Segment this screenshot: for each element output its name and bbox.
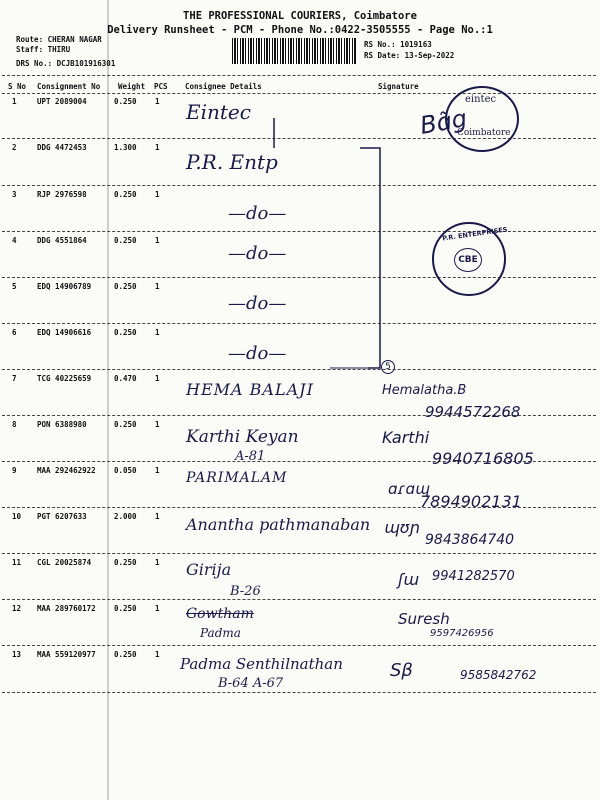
- row-consignment-no: RJP 2976598: [37, 190, 87, 199]
- col-signature: Signature: [378, 82, 419, 91]
- consignee-handwriting: HEMA BALAJI: [186, 380, 314, 399]
- rs-number: RS No.: 1019163: [364, 40, 432, 49]
- consignee-handwriting: Girija: [186, 560, 232, 579]
- staff-label: Staff: THIRU: [16, 45, 71, 54]
- signature-phone: 9941282570: [432, 569, 515, 584]
- row-consignment-no: MAA 292462922: [37, 466, 96, 475]
- signature-phone: 9585842762: [460, 668, 537, 682]
- signature-scribble: ɰʊɲ: [384, 518, 420, 537]
- row-consignment-no: CGL 20025874: [37, 558, 92, 567]
- col-consignee: Consignee Details: [185, 82, 262, 91]
- signature: Karthi: [382, 428, 430, 447]
- header-rule-top: [2, 75, 596, 76]
- row-sno: 1: [12, 97, 17, 106]
- signature: Suresh: [398, 610, 450, 628]
- row-sno: 12: [12, 604, 22, 613]
- consignee-handwriting: Karthi Keyan: [186, 427, 299, 447]
- row-pcs: 1: [155, 190, 160, 199]
- stamp-text: eintec: [465, 94, 497, 105]
- runsheet-title: Delivery Runsheet - PCM - Phone No.:0422-3505555 - Page No.:1: [107, 24, 493, 36]
- stamp-center: CBE: [454, 248, 482, 272]
- col-weight: Weight: [118, 82, 146, 91]
- route-label: Route: CHERAN NAGAR: [16, 35, 102, 44]
- row-weight: 0.250: [114, 282, 137, 291]
- row-weight: 2.000: [114, 512, 137, 521]
- row-pcs: 1: [155, 97, 160, 106]
- signature-phone: 9944572268: [425, 403, 521, 421]
- row-sno: 4: [12, 236, 17, 245]
- col-consignment: Consignment No: [37, 82, 101, 91]
- row-consignment-no: MAA 559120977: [37, 650, 96, 659]
- row-weight: 0.250: [114, 236, 137, 245]
- signature-phone: 9597426956: [430, 628, 494, 639]
- row-sno: 2: [12, 143, 17, 152]
- row-sno: 9: [12, 466, 17, 475]
- row-sno: 11: [12, 558, 22, 567]
- row-pcs: 1: [155, 420, 160, 429]
- signature-scribble: Bɑ̃g: [417, 104, 470, 140]
- row-sno: 6: [12, 328, 17, 337]
- paper-fold-line: [107, 0, 109, 800]
- rs-date: RS Date: 13-Sep-2022: [364, 51, 455, 60]
- signature-scribble: ɑɾɑɰ: [388, 480, 430, 498]
- signature-scribble: ʃɯ: [398, 570, 419, 589]
- row-weight: 0.250: [114, 650, 137, 659]
- consignee-handwriting: —do—: [228, 243, 287, 264]
- stamp-text: Coimbatore: [457, 128, 511, 138]
- row-weight: 0.470: [114, 374, 137, 383]
- row-consignment-no: DDG 4551864: [37, 236, 87, 245]
- row-consignment-no: EDQ 14906616: [37, 328, 92, 337]
- row-weight: 0.250: [114, 420, 137, 429]
- consignee-handwriting: —do—: [228, 203, 287, 224]
- row-divider: [2, 692, 596, 693]
- row-weight: 0.250: [114, 328, 137, 337]
- row-sno: 8: [12, 420, 17, 429]
- row-pcs: 1: [155, 650, 160, 659]
- row-pcs: 1: [155, 604, 160, 613]
- group-bracket: [270, 118, 400, 378]
- company-title: THE PROFESSIONAL COURIERS, Coimbatore: [183, 10, 417, 22]
- row-weight: 0.050: [114, 466, 137, 475]
- row-pcs: 1: [155, 236, 160, 245]
- row-pcs: 1: [155, 466, 160, 475]
- row-consignment-no: EDQ 14906789: [37, 282, 92, 291]
- row-weight: 0.250: [114, 190, 137, 199]
- consignee-handwriting: —do—: [228, 293, 287, 314]
- row-consignment-no: UPT 2089004: [37, 97, 87, 106]
- barcode: [232, 38, 356, 64]
- consignee-handwriting-2: A-81: [235, 449, 266, 464]
- row-divider: [2, 553, 596, 554]
- consignee-handwriting-2: B-26: [230, 584, 261, 599]
- row-weight: 1.300: [114, 143, 137, 152]
- row-weight: 0.250: [114, 558, 137, 567]
- signature-phone: 9843864740: [425, 532, 515, 548]
- consignee-handwriting: Anantha pathmanaban: [186, 515, 371, 534]
- row-sno: 7: [12, 374, 17, 383]
- row-pcs: 1: [155, 282, 160, 291]
- consignee-handwriting-2: Padma: [200, 626, 241, 640]
- row-sno: 5: [12, 282, 17, 291]
- signature: Hemalatha.B: [382, 383, 467, 398]
- drs-number: DRS No.: DCJB101916301: [16, 59, 116, 68]
- row-consignment-no: MAA 289760172: [37, 604, 96, 613]
- consignee-handwriting: P.R. Entp: [186, 150, 278, 174]
- circled-count: 5: [381, 360, 395, 374]
- signature-phone: 7894902131: [420, 492, 522, 511]
- consignee-handwriting: Eintec: [186, 100, 251, 124]
- row-divider: [2, 645, 596, 646]
- consignee-handwriting: PARIMALAM: [186, 470, 288, 486]
- signature-phone: 9940716805: [432, 449, 534, 468]
- row-sno: 13: [12, 650, 22, 659]
- row-sno: 3: [12, 190, 17, 199]
- row-consignment-no: TCG 40225659: [37, 374, 92, 383]
- stamp-text: P.R. ENTERPRISES: [441, 225, 508, 243]
- col-pcs: PCS: [154, 82, 168, 91]
- pr-enterprises-stamp: [432, 222, 506, 296]
- col-sno: S No: [8, 82, 27, 91]
- consignee-handwriting: Padma Senthilnathan: [180, 655, 343, 673]
- consignee-handwriting: —do—: [228, 343, 287, 364]
- row-pcs: 1: [155, 558, 160, 567]
- row-pcs: 1: [155, 328, 160, 337]
- row-pcs: 1: [155, 374, 160, 383]
- row-consignment-no: PGT 6207633: [37, 512, 87, 521]
- row-sno: 10: [12, 512, 22, 521]
- row-consignment-no: PON 6388980: [37, 420, 87, 429]
- row-weight: 0.250: [114, 97, 137, 106]
- row-divider: [2, 599, 596, 600]
- row-pcs: 1: [155, 143, 160, 152]
- row-pcs: 1: [155, 512, 160, 521]
- row-consignment-no: DDG 4472453: [37, 143, 87, 152]
- row-weight: 0.250: [114, 604, 137, 613]
- consignee-handwriting: Gowtham: [186, 606, 254, 622]
- consignee-handwriting-2: B-64 A-67: [218, 676, 284, 691]
- signature-scribble: Ѕβ: [390, 660, 413, 681]
